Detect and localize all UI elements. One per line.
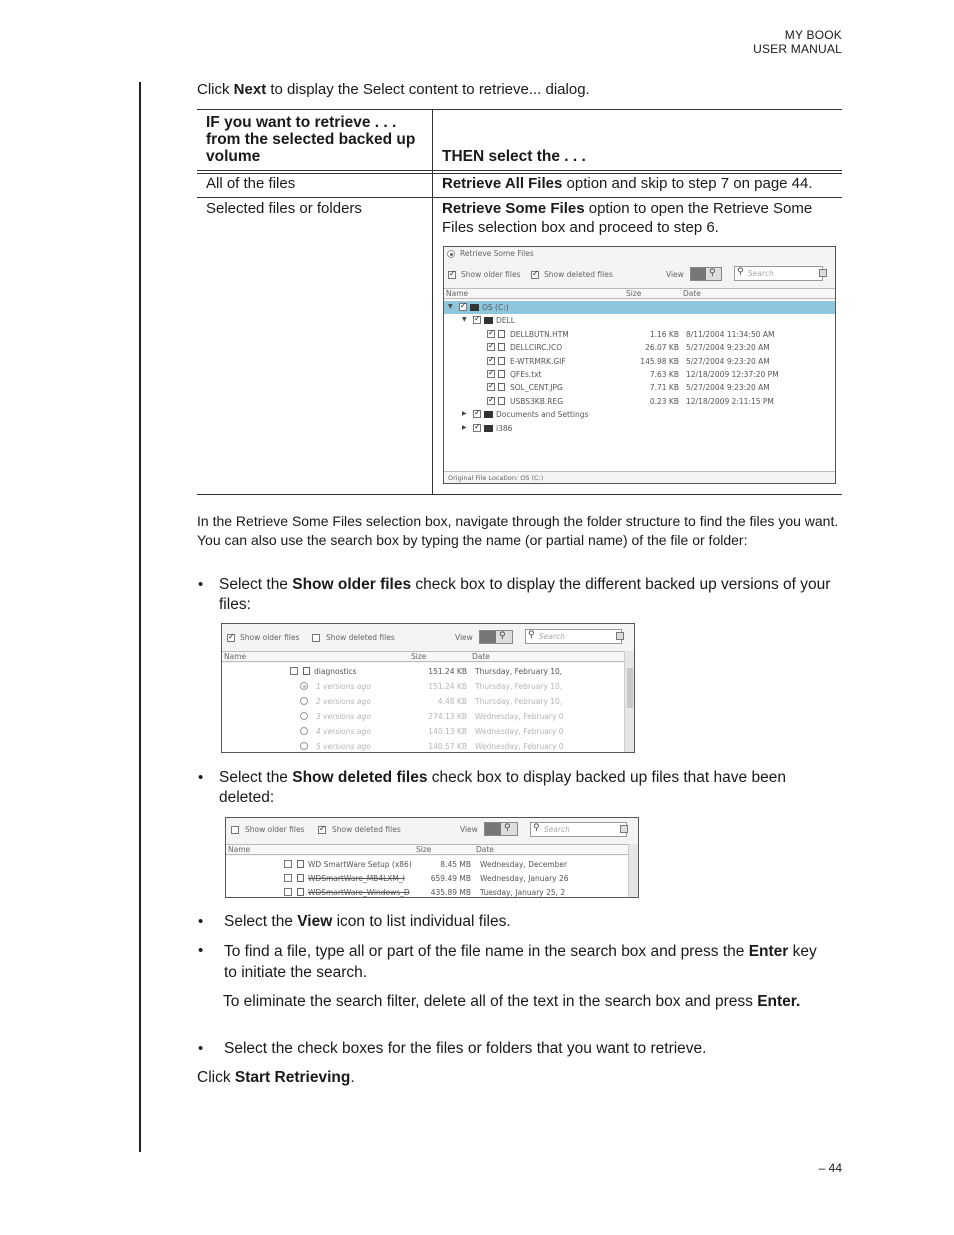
deleted-files-dialog: [225, 817, 639, 898]
file-list: [222, 663, 624, 753]
column-size[interactable]: Size: [416, 845, 432, 854]
file-icon: [498, 383, 505, 391]
bullet3-post: icon to list individual files.: [332, 913, 511, 930]
deleted-file-row[interactable]: [226, 885, 628, 898]
search-input[interactable]: [530, 822, 627, 837]
row-name: DELL: [496, 316, 515, 326]
row-name: OS (C:): [482, 303, 509, 312]
column-size[interactable]: Size: [411, 652, 427, 661]
row-name: USBS3KB.REG: [510, 396, 564, 406]
row-name: 5 versions ago: [316, 742, 371, 751]
row-date: 5/27/2004 9:23:20 AM: [686, 383, 770, 393]
show-older-files-label: Show older files: [240, 633, 300, 642]
row-checkbox[interactable]: [459, 303, 467, 311]
bullet-view-icon: [224, 912, 842, 932]
deleted-file-row[interactable]: [226, 857, 628, 871]
row1-condition: All of the files: [206, 175, 296, 192]
bullet-search: [224, 941, 824, 983]
tree-row[interactable]: [444, 381, 836, 394]
show-deleted-files-checkbox[interactable]: [531, 271, 539, 279]
row-checkbox[interactable]: [487, 330, 495, 338]
show-older-files-checkbox[interactable]: [448, 271, 456, 279]
column-header: [226, 844, 638, 855]
view-toggle[interactable]: [690, 267, 722, 281]
row-size: 4.48 KB: [437, 697, 467, 706]
row-name: 3 versions ago: [316, 712, 371, 721]
page-number: – 44: [818, 1161, 842, 1175]
zoom-icon[interactable]: ⚲: [504, 823, 511, 833]
scrollbar[interactable]: [628, 844, 639, 898]
bullet-show-older: [219, 575, 841, 615]
row-date: Wednesday, February 0: [475, 742, 564, 751]
file-icon: [303, 667, 310, 675]
tree-row[interactable]: [444, 355, 836, 368]
sub-para-pre: To eliminate the search filter, delete all of the text in the search box and press: [223, 993, 758, 1010]
view-label: View: [666, 270, 684, 279]
row-size: 7.71 KB: [649, 383, 679, 393]
bullet2-post: check box to display backed up files that have been deleted:: [219, 769, 786, 806]
version-row[interactable]: [222, 724, 624, 739]
intro-post: to display the Select content to retrieve... dialog.: [266, 81, 590, 98]
row-date: 12/18/2009 2:11:15 PM: [686, 396, 774, 406]
collapse-arrow-icon[interactable]: ▼: [462, 316, 467, 324]
retrieve-some-files-dialog: [443, 246, 836, 484]
column-header: [444, 288, 835, 299]
view-toggle[interactable]: [479, 630, 513, 644]
manual-header: [753, 28, 842, 56]
row-name: QFEs.txt: [510, 370, 542, 379]
version-row[interactable]: [222, 709, 624, 724]
list-view-icon[interactable]: [691, 268, 706, 280]
row-name: DELLCIRC.ICO: [510, 343, 563, 353]
bullet2-bold: Show deleted files: [292, 769, 428, 786]
view-toggle[interactable]: [484, 822, 518, 836]
clear-search-button[interactable]: [819, 269, 827, 277]
search-icon: ⚲: [533, 823, 540, 833]
tree-row[interactable]: [444, 422, 836, 435]
row-date: Thursday, February 10,: [475, 667, 563, 676]
folder-icon: [484, 425, 493, 432]
row1-action-bold: Retrieve All Files: [442, 175, 563, 192]
row-checkbox[interactable]: [487, 397, 495, 405]
drive-icon: [470, 304, 479, 311]
intro-text: [197, 80, 590, 100]
version-radio[interactable]: [300, 682, 308, 690]
row-name: WDSmartWare_Windows_D: [308, 888, 410, 897]
original-location: Original File Location: OS (C:): [448, 474, 544, 482]
zoom-icon[interactable]: ⚲: [709, 268, 716, 278]
older-files-dialog: [221, 623, 635, 753]
intro-pre: Click: [197, 81, 234, 98]
column-date[interactable]: Date: [683, 289, 701, 298]
row-name: 2 versions ago: [316, 697, 371, 706]
column-size[interactable]: Size: [626, 289, 642, 298]
row-size: 659.49 MB: [430, 874, 471, 883]
row-size: 151.24 KB: [428, 667, 467, 676]
row-name: i386: [496, 423, 513, 433]
closing-bold: Start Retrieving: [234, 1069, 351, 1086]
search-icon: ⚲: [528, 630, 535, 640]
file-icon: [498, 343, 505, 351]
bullet3-pre: Select the: [224, 913, 298, 930]
row-date: 5/27/2004 9:23:20 AM: [686, 343, 770, 353]
show-older-files-checkbox[interactable]: [227, 634, 235, 642]
sub-para-bold: Enter.: [757, 993, 801, 1010]
column-date[interactable]: Date: [476, 845, 494, 854]
search-input[interactable]: [525, 629, 622, 644]
row-name: DELLBUTN.HTM: [510, 329, 569, 339]
header-title: MY BOOK: [784, 28, 842, 42]
table-header-condition: IF you want to retrieve . . . from the selected backed up volume: [206, 114, 416, 165]
tree-row[interactable]: [444, 341, 836, 354]
row-name: 4 versions ago: [316, 727, 371, 736]
status-bar: [444, 471, 835, 484]
bullet4-pre: To find a file, type all or part of the file name in the search box and press the: [224, 943, 749, 960]
file-icon: [297, 860, 304, 868]
row-size: 274.13 KB: [428, 712, 467, 721]
row-checkbox[interactable]: [473, 316, 481, 324]
row-checkbox[interactable]: [284, 860, 292, 868]
row-name: 1 versions ago: [316, 682, 371, 691]
tree-row[interactable]: [444, 395, 836, 408]
version-radio[interactable]: [300, 742, 308, 750]
row-date: Thursday, February 10,: [475, 697, 563, 706]
row-checkbox[interactable]: [284, 874, 292, 882]
deleted-file-row[interactable]: [226, 871, 628, 885]
bullet-show-deleted: [219, 768, 841, 808]
row-size: 145.98 KB: [640, 356, 679, 366]
row-date: Wednesday, January 26: [480, 874, 569, 883]
intro-bold: Next: [233, 81, 267, 98]
row-name: diagnostics: [314, 667, 357, 676]
bullet-dot: •: [198, 1040, 204, 1057]
file-icon: [498, 330, 505, 338]
tree-row[interactable]: [444, 301, 836, 314]
view-label: View: [460, 825, 478, 834]
row-date: Wednesday, December: [480, 860, 568, 869]
file-list: [226, 856, 628, 898]
row-checkbox[interactable]: [487, 357, 495, 365]
row-name: WD SmartWare Setup (x86): [308, 860, 412, 869]
row-date: Wednesday, February 0: [475, 712, 564, 721]
bullet-dot: •: [198, 942, 204, 959]
radio-dot: [303, 685, 306, 688]
row-size: 435.89 MB: [430, 888, 471, 897]
view-label: View: [455, 633, 473, 642]
row2-condition: Selected files or folders: [206, 200, 362, 217]
show-deleted-files-label: Show deleted files: [332, 825, 401, 834]
search-placeholder: Search: [539, 632, 565, 641]
file-icon: [498, 357, 505, 365]
row-checkbox[interactable]: [284, 888, 292, 896]
row-date: 12/18/2009 12:37:20 PM: [686, 370, 779, 379]
row-checkbox[interactable]: [290, 667, 298, 675]
row-checkbox[interactable]: [487, 343, 495, 351]
row-size: 8.45 MB: [440, 860, 471, 869]
list-view-icon[interactable]: [485, 823, 501, 835]
tree-row[interactable]: [444, 408, 836, 421]
bullet-select-checkboxes: Select the check boxes for the files or folders that you want to retrieve.: [224, 1040, 707, 1057]
scrollbar[interactable]: [624, 651, 635, 753]
zoom-icon[interactable]: ⚲: [499, 631, 506, 641]
bullet-dot: •: [198, 769, 204, 786]
column-name[interactable]: Name: [224, 652, 247, 661]
version-radio[interactable]: [300, 727, 308, 735]
column-date[interactable]: Date: [472, 652, 490, 661]
row2-action-rest: option to open the Retrieve Some Files selection box and proceed to step 6.: [442, 200, 813, 236]
tree-row[interactable]: [444, 328, 836, 341]
bullet3-bold: View: [297, 913, 333, 930]
file-row[interactable]: [222, 664, 624, 679]
version-row[interactable]: [222, 694, 624, 709]
file-icon: [297, 874, 304, 882]
column-name[interactable]: Name: [446, 289, 469, 298]
search-placeholder: Search: [544, 825, 570, 834]
header-subtitle: USER MANUAL: [753, 42, 842, 56]
row-size: 26.07 KB: [645, 343, 679, 353]
tree-row[interactable]: [444, 314, 836, 327]
show-older-files-label: Show older files: [245, 825, 305, 834]
row-name: E-WTRMRK.GIF: [510, 356, 566, 366]
bullet4-bold: Enter: [748, 943, 789, 960]
row-size: 140.13 KB: [428, 727, 467, 736]
tree-row[interactable]: [444, 368, 836, 381]
bullet-dot: •: [198, 913, 204, 930]
row1-action-rest: option and skip to step 7 on page 44.: [562, 175, 813, 192]
expand-arrow-icon[interactable]: ▶: [462, 410, 467, 418]
row2-action-bold: Retrieve Some Files: [442, 200, 585, 217]
row-date: 5/27/2004 9:23:20 AM: [686, 356, 770, 366]
search-input[interactable]: [734, 266, 823, 281]
scrollbar-thumb[interactable]: [627, 668, 633, 708]
row-size: 0.23 KB: [649, 396, 679, 406]
bullet1-pre: Select the: [219, 576, 293, 593]
row-checkbox[interactable]: [487, 370, 495, 378]
row-name: Documents and Settings: [496, 410, 589, 420]
file-icon: [297, 888, 304, 896]
folder-icon: [484, 411, 493, 418]
table-header-action: THEN select the . . .: [442, 148, 586, 165]
column-header: [222, 651, 634, 662]
row-date: Wednesday, February 0: [475, 727, 564, 736]
row-checkbox[interactable]: [487, 383, 495, 391]
clear-search-button[interactable]: [616, 632, 624, 640]
version-row[interactable]: [222, 679, 624, 694]
bullet2-pre: Select the: [219, 769, 293, 786]
show-older-files-checkbox[interactable]: [231, 826, 239, 834]
show-deleted-files-label: Show deleted files: [544, 270, 613, 279]
column-name[interactable]: Name: [228, 845, 251, 854]
show-deleted-files-checkbox[interactable]: [318, 826, 326, 834]
file-icon: [498, 370, 505, 378]
search-placeholder: Search: [748, 269, 774, 278]
version-radio[interactable]: [300, 712, 308, 720]
margin-bar: [139, 82, 141, 1152]
bullet-dot: •: [198, 576, 204, 593]
row-checkbox[interactable]: [473, 410, 481, 418]
row-date: Thursday, February 10,: [475, 682, 563, 691]
bullet1-post: check box to display the different backed up versions of your files:: [219, 576, 831, 613]
search-filter-note: [223, 991, 823, 1012]
show-deleted-files-label: Show deleted files: [326, 633, 395, 642]
row-date: Tuesday, January 25, 2: [480, 888, 566, 897]
show-deleted-files-checkbox[interactable]: [312, 634, 320, 642]
navigation-paragraph: In the Retrieve Some Files selection box, navigate through the folder structure to find the files you want. You can also use the search box by typing the name (or partial name) of the file or folder:: [197, 513, 839, 548]
row1-action: [442, 174, 837, 194]
bullet4-post: key to initiate the search.: [224, 943, 817, 981]
row-size: 1.16 KB: [649, 329, 679, 339]
closing-pre: Click: [197, 1069, 235, 1086]
row-size: 140.57 KB: [428, 742, 467, 751]
expand-arrow-icon[interactable]: ▶: [462, 423, 467, 431]
bullet1-bold: Show older files: [292, 576, 412, 593]
collapse-arrow-icon[interactable]: ▼: [448, 303, 453, 310]
row-checkbox[interactable]: [473, 424, 481, 432]
clear-search-button[interactable]: [620, 825, 628, 833]
show-older-files-label: Show older files: [461, 270, 521, 279]
list-view-icon[interactable]: [480, 631, 496, 643]
retrieve-some-files-radio[interactable]: [447, 250, 455, 258]
closing-post: .: [350, 1069, 355, 1086]
version-row[interactable]: [222, 739, 624, 753]
row-name: WDSmartWare_MB4LXM_I: [308, 874, 405, 883]
row-name: SOL_CENT.JPG: [510, 383, 563, 393]
retrieve-some-files-label: Retrieve Some Files: [460, 249, 534, 258]
folder-icon: [484, 317, 493, 324]
version-radio[interactable]: [300, 697, 308, 705]
closing-instruction: [197, 1068, 355, 1088]
search-icon: ⚲: [737, 267, 744, 277]
row2-action: [442, 199, 837, 237]
row-size: 151.24 KB: [428, 682, 467, 691]
file-tree: [444, 300, 836, 471]
row-size: 7.63 KB: [649, 370, 679, 379]
row-date: 8/11/2004 11:34:50 AM: [686, 329, 775, 339]
file-icon: [498, 397, 505, 405]
